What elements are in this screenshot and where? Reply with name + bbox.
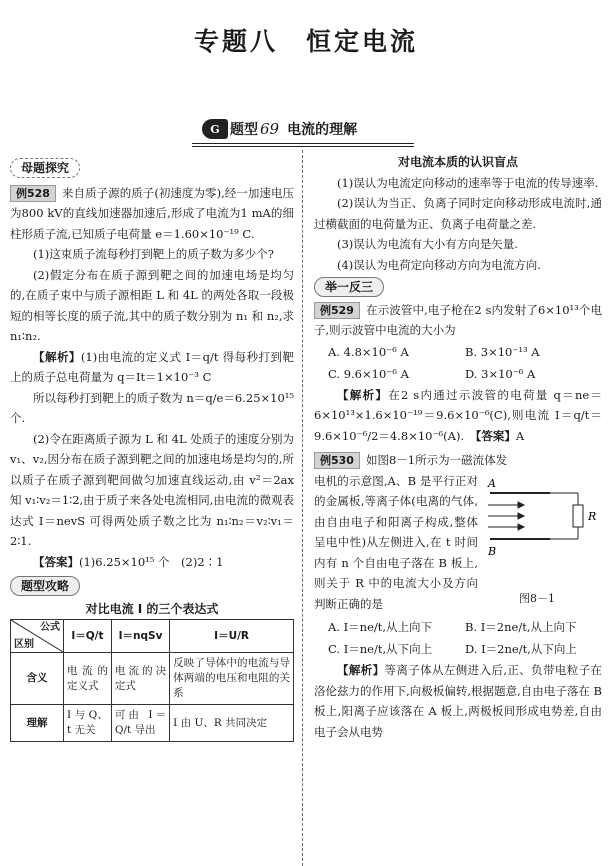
section-number: 69 xyxy=(260,120,280,138)
option: D. 3×10⁻⁶ A xyxy=(465,366,536,381)
table-cell: 电流的决定式 xyxy=(111,653,169,705)
blind-spot-item: (2)误认为当正、负离子同时定向移动形成电流时,通过横截面的电荷量为正、负离子电荷量之差. xyxy=(314,196,602,231)
row-header: 理解 xyxy=(11,705,64,742)
section-label: 题型 xyxy=(230,122,258,138)
answer-text: A xyxy=(515,428,525,443)
table-cell: I 与 Q、t 无关 xyxy=(64,705,112,742)
blind-spot-item: (1)误认为电流定向移动的速率等于电流的传导速率. xyxy=(337,175,599,190)
section-underline xyxy=(192,143,414,147)
left-column xyxy=(10,158,294,742)
answer-text: (1)6.25×10¹⁵ 个 (2)2∶1 xyxy=(79,554,224,569)
question-2: (2)假定分布在质子源到靶之间的加速电场是均匀的,在质子束中与质子源相距 L 和 4L 的两处各取一段极短的相等长度的质子流,其中的质子数分别为 n₁ 和 n₂,求 n₁∶n₂. xyxy=(10,267,294,343)
solution xyxy=(314,660,602,742)
solution xyxy=(10,347,294,388)
table-corner xyxy=(11,620,64,653)
practice-header: 举一反三 xyxy=(314,277,384,297)
figure-caption: 图8－1 xyxy=(519,592,555,605)
example-tag: 例529 xyxy=(314,302,360,319)
example-text: 电机的示意图,A、B 是平行正对的金属板,等离子体(电离的气体,由自由电子和阳离子构成,整体呈电中性)从左侧进入,在 t 时间内有 n 个自由电子落在 B 板上,则关于 R 中的电流大小及方向判断正确的是 xyxy=(314,473,478,611)
plate-a-label: A xyxy=(488,476,496,490)
option: A. I＝ne/t,从上向下 xyxy=(328,620,433,634)
answer-label: 【答案】 xyxy=(475,428,516,443)
comparison-table xyxy=(10,619,294,742)
solution-label: 【解析】 xyxy=(337,387,389,402)
col-header: I＝nqSv xyxy=(111,620,169,653)
example-tag: 例528 xyxy=(10,185,56,202)
table-title: 对比电流 I 的三个表达式 xyxy=(85,601,219,616)
options-530 xyxy=(314,616,602,660)
solution-label: 【解析】 xyxy=(337,663,385,677)
solution-step: (2)令在距离质子源为 L 和 4L 处质子的速度分别为 v₁、v₂,因分布在质子源到靶之间的加速电场是均匀的,所以质子在质子源到靶间做匀加速直线运动,由 v²＝2ax 知 v₁∶v₂＝1∶2,由于质子来各处电流相同,由电流的微观表达式 I＝nevS 可得两处质子数之比为 n₁∶n₂＝v₂∶v₁＝2∶1. xyxy=(10,431,294,548)
table-cell: 可由 I＝Q/t 导出 xyxy=(111,705,169,742)
col-header: I＝Q/t xyxy=(64,620,112,653)
col-header: I＝U/R xyxy=(170,620,294,653)
plate-b-label: B xyxy=(488,544,497,558)
strategy-header: 题型攻略 xyxy=(10,576,80,596)
table-cell: 反映了导体中的电流与导体两端的电压和电阻的关系 xyxy=(170,653,294,705)
table-cell: I 由 U、R 共同决定 xyxy=(170,705,294,742)
answer-label: 【答案】 xyxy=(33,554,79,569)
solution xyxy=(314,385,602,447)
example-530 xyxy=(314,450,602,471)
option: C. I＝ne/t,从下向上 xyxy=(328,642,433,656)
example-529 xyxy=(314,300,602,341)
option: B. I＝2ne/t,从上向下 xyxy=(465,620,577,634)
section-name: 电流的理解 xyxy=(287,122,358,138)
solution-step: 所以每秒打到靶上的质子数为 n＝q/e＝6.25×10¹⁵ 个. xyxy=(10,390,294,425)
solution-label: 【解析】 xyxy=(33,349,81,364)
blind-spot-title: 对电流本质的认识盲点 xyxy=(397,155,518,169)
column-divider xyxy=(302,150,303,866)
row-header: 含义 xyxy=(11,653,64,705)
table-row xyxy=(11,653,294,705)
corner-top: 公式 xyxy=(40,622,60,633)
example-text: 来自质子源的质子(初速度为零),经一加速电压为800 kV的直线加速器加速后,形成了电流为1 mA的细柱形质子流,已知质子电荷量 e＝1.60×10⁻¹⁹ C. xyxy=(10,185,294,241)
explore-header: 母题探究 xyxy=(10,158,80,178)
example-text: 如图8－1所示为一磁流体发 xyxy=(365,453,508,467)
option: C. 9.6×10⁻⁶ A xyxy=(328,366,409,381)
option: A. 4.8×10⁻⁶ A xyxy=(328,344,409,359)
example-528 xyxy=(10,183,294,245)
options-529 xyxy=(314,341,602,385)
resistor-label: R xyxy=(588,509,597,523)
answer xyxy=(10,552,294,573)
solution-text: 在2 s内通过示波管的电荷量 q＝ne＝6×10¹³×1.6×10⁻¹⁹＝9.6×10⁻⁶(C),则电流 I＝q/t＝9.6×10⁻⁶/2＝4.8×10⁻⁶(A). xyxy=(314,387,602,443)
figure-8-1 xyxy=(484,473,600,605)
section-heading xyxy=(202,117,357,141)
page-title: 专题八 恒定电流 xyxy=(193,27,418,56)
solution-text: 等离子体从左侧进入后,正、负带电粒子在洛伦兹力的作用下,向极板偏转,根据题意,自由电子落在 B 板上,阳离子应该落在 A 板上,两极板间形成电势差,自由电子会从电势 xyxy=(314,663,603,739)
example-text: 在示波管中,电子枪在2 s内发射了6×10¹³个电子,则示波管中电流的大小为 xyxy=(314,302,602,337)
right-column xyxy=(314,152,602,742)
blind-spot-item: (3)误认为电流有大小有方向是矢量. xyxy=(337,237,518,251)
table-cell: 电流的定义式 xyxy=(64,653,112,705)
corner-bottom: 区别 xyxy=(14,639,34,650)
section-badge-icon: G xyxy=(202,119,228,139)
blind-spot-item: (4)误认为电荷定向移动方向为电流方向. xyxy=(337,257,541,272)
generator-diagram xyxy=(484,473,600,583)
question-1: (1)这束质子流每秒打到靶上的质子数为多少个? xyxy=(33,247,274,261)
solution-step: (1)由电流的定义式 I＝q/t 得每秒打到靶上的质子总电荷量为 q＝It＝1×10⁻³ C xyxy=(10,349,295,384)
example-tag: 例530 xyxy=(314,452,360,469)
option: B. 3×10⁻¹³ A xyxy=(465,344,540,359)
option: D. I＝2ne/t,从下向上 xyxy=(465,642,577,656)
table-row xyxy=(11,705,294,742)
